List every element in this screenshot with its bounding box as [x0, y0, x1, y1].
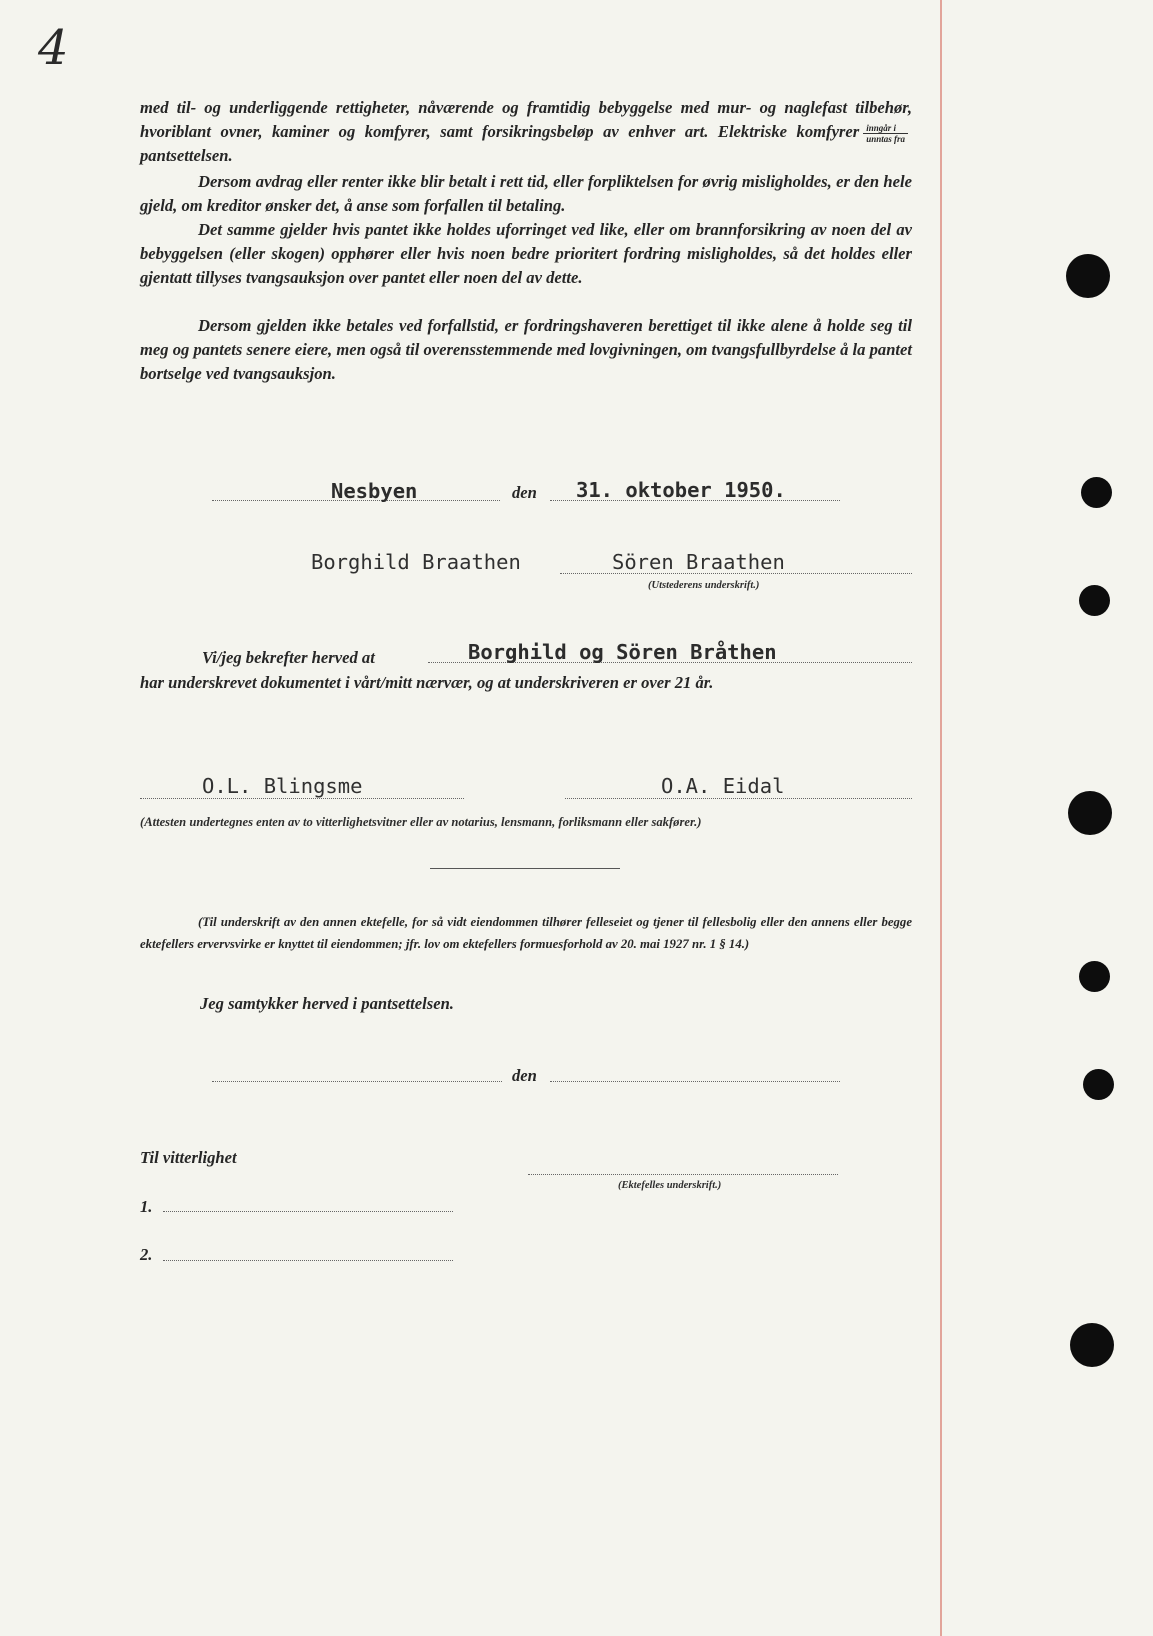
punch-hole — [1081, 477, 1112, 508]
spouse-note: (Til underskrift av den annen ektefelle, for så vidt eiendommen tilhører felleseiet og tjener til fellesbolig eller den annens eller begge ektefellers ervervsvirke er knyttet til eiendommen; jfr. lov om ektefellers formuesforhold av 20. mai 1927 nr. 1 § 14.) — [140, 915, 912, 951]
witness-item-1-number: 1. — [140, 1197, 153, 1216]
punch-hole — [1083, 1069, 1114, 1100]
red-margin-rule — [940, 0, 942, 1636]
witness-item-1-line — [163, 1211, 453, 1212]
inngar-unntas-fraction — [863, 123, 908, 144]
punch-hole — [1066, 254, 1110, 298]
witness-heading: Til vitterlighet — [140, 1148, 237, 1167]
attestation-line-2: har underskrevet dokumentet i vårt/mitt nærvær, og at underskriveren er over 21 år. — [140, 673, 714, 692]
witness-1-line — [140, 798, 464, 799]
consent-den-label: den — [512, 1066, 537, 1085]
paragraph-insurance: Det samme gjelder hvis pantet ikke holdes uforringet ved like, eller om brannforsikring av noen del av bebyggelsen (eller skogen) opphører eller hvis noen bedre prioritert fordring misligholdes, så det holdes eller gjentatt tillyses tvangsauksjon over pantet eller noen del av dette. — [140, 220, 912, 287]
consent-date-line — [550, 1081, 840, 1082]
handwritten-page-number: 4 — [38, 20, 69, 76]
signing-date: 31. oktober 1950. — [576, 478, 786, 502]
punch-hole — [1070, 1323, 1114, 1367]
witness-2-line — [565, 798, 912, 799]
punch-hole — [1068, 791, 1112, 835]
attested-names: Borghild og Sören Bråthen — [468, 640, 777, 664]
paragraph-text: med til- og underliggende rettigheter, nåværende og framtidig bebyggelse med mur- og naglefast tilbehør, hvoriblant ovner, kaminer og komfyrer, samt forsikringsbeløp av enhver art. Elektriske komfyrer — [140, 98, 912, 141]
witness-item-2-number: 2. — [140, 1245, 153, 1264]
paragraph-default: Dersom avdrag eller renter ikke blir betalt i rett tid, eller forpliktelsen for øvrig misligholdes, er den hele gjeld, om kreditor ønsker det, å anse som forfallen til betaling. — [140, 172, 912, 215]
consent-place-line — [212, 1081, 502, 1082]
attestation-lead: Vi/jeg bekrefter herved at — [202, 648, 375, 667]
fraction-top: inngår i — [863, 123, 908, 134]
place-name: Nesbyen — [331, 479, 418, 503]
section-divider — [430, 868, 620, 869]
issuer-caption: (Utstederens underskrift.) — [648, 580, 760, 591]
spouse-signature-line — [528, 1174, 838, 1175]
witness-2-name: O.A. Eidal — [661, 774, 785, 798]
den-label: den — [512, 483, 537, 502]
witness-1-name: O.L. Blingsme — [202, 774, 363, 798]
issuer-signature-line — [560, 573, 912, 574]
signer-2-name: Sören Braathen — [612, 550, 785, 574]
consent-statement: Jeg samtykker herved i pantsettelsen. — [200, 994, 454, 1013]
punch-hole — [1079, 585, 1110, 616]
fraction-bottom: unntas fra — [866, 133, 905, 144]
paragraph-enforcement: Dersom gjelden ikke betales ved forfallstid, er fordringshaveren berettiget til ikke alene å holde seg til meg og pantets senere eiere, men også til overensstemmende med lovgivningen, om tvangsfullbyrdelse å la pantet bortselge ved tvangsauksjon. — [140, 316, 913, 383]
signer-1-name: Borghild Braathen — [311, 550, 521, 574]
spouse-caption: (Ektefelles underskrift.) — [618, 1180, 722, 1191]
punch-hole — [1079, 961, 1110, 992]
witness-item-2-line — [163, 1260, 453, 1261]
paragraph-end: pantsettelsen. — [140, 146, 233, 165]
paragraph-mortgage-scope — [140, 96, 912, 168]
attestation-note: (Attesten undertegnes enten av to vitterlighetsvitner eller av notarius, lensmann, forliksmann eller sakfører.) — [140, 815, 702, 829]
